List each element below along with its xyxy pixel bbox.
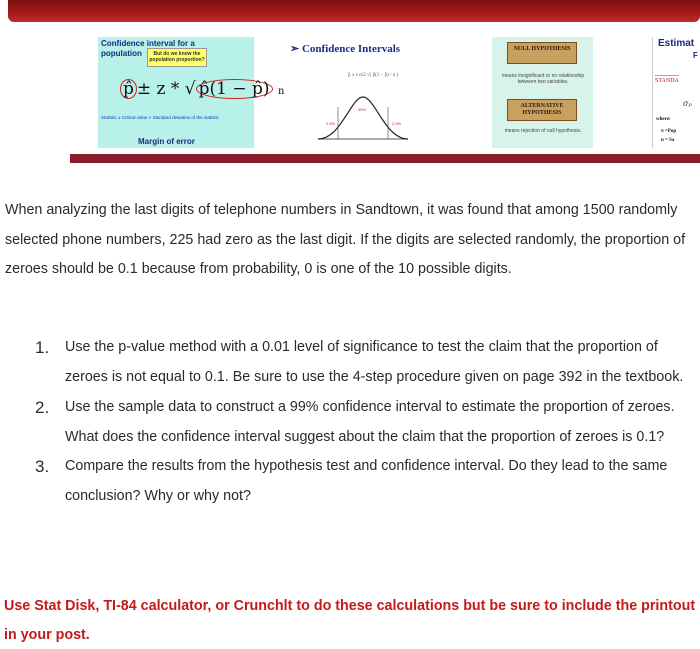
instructions-note: Use Stat Disk, TI-84 calculator, or Crunchlt to do these calculations but be sure to include the printout in your post. — [4, 598, 696, 643]
question-item — [35, 333, 695, 392]
question-text: Use the sample data to construct a 99% confidence interval to estimate the proportion of zeroes. What does the confidence interval suggest about the claim that the proportion of zeroes is 0.1? — [65, 399, 675, 445]
sample-definition: n = Sa — [661, 138, 675, 143]
intervals-slide-title: ➢ Confidence Intervals — [290, 43, 401, 55]
left-tail-label: 2.5% — [326, 121, 336, 126]
alternative-hypothesis-sign: ALTERNATIVE HYPOTHESIS — [507, 99, 577, 121]
alternative-hypothesis-text: means rejection of null hypothesis. — [504, 128, 582, 134]
question-number: 3. — [35, 457, 50, 476]
banner-top-bar — [8, 0, 700, 22]
estimate-slide — [652, 37, 700, 148]
where-label: where: — [656, 117, 671, 122]
ci-formula: p̂ ± z * √ p̂(1 − p̂) n — [120, 79, 284, 99]
ci-legend: Statistic ± Critical value × Standard deviation of the statistic — [101, 115, 219, 120]
bell-curve-graphic — [316, 89, 411, 145]
sigma-symbol: σₚ — [683, 99, 692, 108]
ci-slide-title: Confidence interval for a population — [101, 39, 195, 58]
population-definition: π =Pop — [661, 129, 677, 134]
right-tail-label: 2.5% — [392, 121, 402, 126]
question-number: 1. — [35, 338, 50, 357]
banner-bottom-bar — [70, 154, 700, 163]
problem-statement: When analyzing the last digits of telephone numbers in Sandtown, it was found that among 1500 randomly selected phone numbers, 225 had zero as the last digit. If the digits are selected randomly, the proportion of zeroes should be 0.1 because from probability, 0 is one of the 10 possible digits. — [5, 202, 686, 277]
null-hypothesis-text: means insignificant or no relationship between two variables. — [501, 73, 585, 85]
confidence-interval-slide — [98, 37, 285, 148]
question-item — [35, 452, 695, 511]
header-banner — [0, 0, 700, 172]
standard-label: STANDA — [655, 75, 679, 84]
question-item — [35, 393, 695, 452]
center-area-label: 95% — [358, 107, 367, 112]
margin-of-error-label: Margin of error — [138, 137, 195, 146]
intervals-formula: p̂ ± z α/2 √( p̂(1 − p̂) / n ) — [348, 73, 399, 78]
question-text: Compare the results from the hypothesis test and confidence interval. Do they lead to the same conclusion? Why or why not? — [65, 458, 668, 504]
hypothesis-signs-slide — [492, 37, 593, 148]
estimate-slide-title: Estimat — [658, 38, 695, 49]
question-number: 2. — [35, 398, 50, 417]
ci-callout: But do we know the population proportion? — [147, 48, 207, 67]
question-text: Use the p-value method with a 0.01 level of significance to test the claim that the proportion of zeroes is not equal to 0.1. Be sure to use the 4-step procedure given on page 392 in the textbook. — [65, 339, 684, 385]
question-list — [35, 333, 695, 511]
confidence-intervals-slide — [286, 37, 416, 148]
null-hypothesis-sign: NULL HYPOTHESIS — [507, 42, 577, 64]
estimate-slide-subtitle: F — [693, 51, 698, 60]
